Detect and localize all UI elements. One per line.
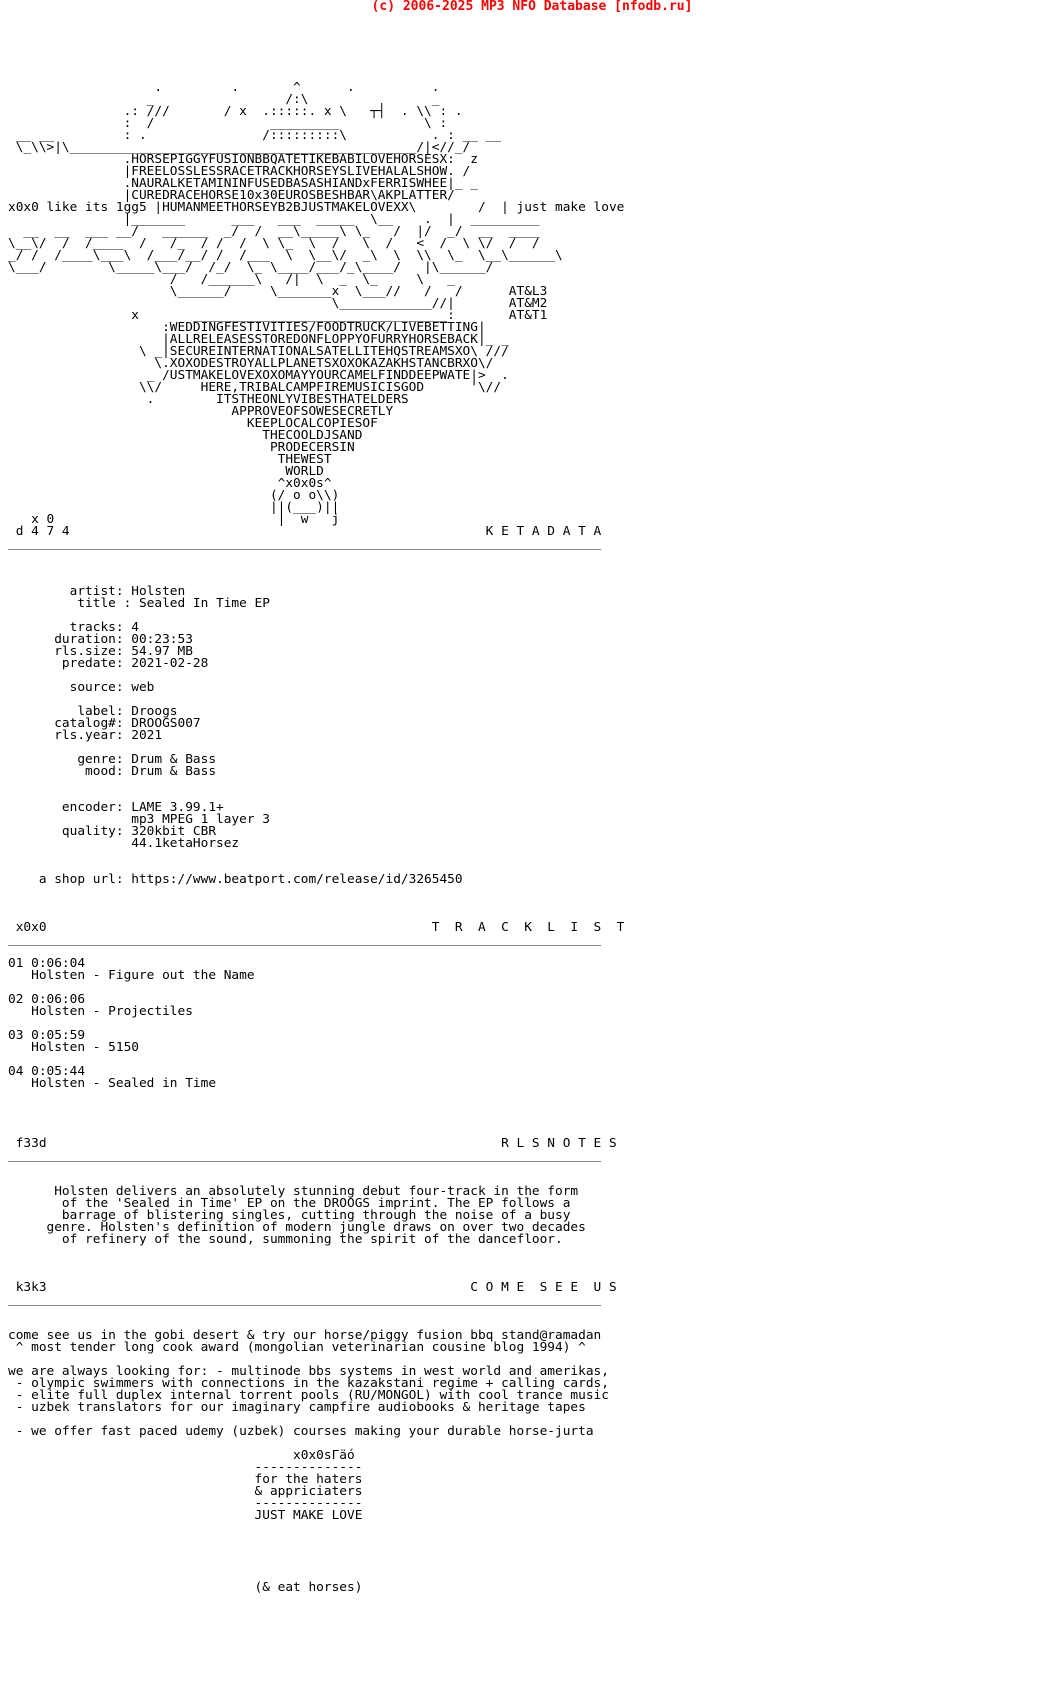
copyright-notice: (c) 2006-2025 MP3 NFO Database [nfodb.ru]: [371, 0, 693, 14]
nfo-text: . . ^ . . _ /:\ _ .: /// / x .:::::. x \ ┬┤ . \\ : . : / _________ \ : __ __ : . /:::::::::\ . : __ __ \_\\>|\_____________________________________________/|<//_/ .HORSEPIGGYFUSIONBBQATETIKEBABILOVEHORSESX: z |FREELOSSLESSRACETRACKHORSEYSLIVEHALALSHOW. / .NAURALKETAMININFUSEDBASASHIANDxFERRISWHEE|_ _ |CUREDRACEHORSE10x30EUROSBESHBAR\AKPLATTER/ x0x0 like its 1gg5 |HUMANMEETHORSEYB2BJUSTMAKELOVEXX\ / | just make love |_______ ___ ___ _____ \__ . | _________ __ __ ___ __/ ______ _/ / __\_____\ \_ / |/ _/ __ ____ \__\/ / /____ / /_ / / / \ \_ \ / \ / < / \ \/ / / _/ / /____\___\ /___/__/ / /___ \ \__\/ _\ \ \\ \_ \__\______\ \___/ \_____\___/ /_/ \_ \____/___/_\____/ |\______/ / /______\ /| \ _ \_ \ _ \______/ \_______x \___// / / AT&L3 \____________//| AT&M2 x _________________________________: AT&T1 :WEDDINGFESTIVITIES/FOODTRUCK/LIVEBETTING| |ALLRELEASESSTOREDONFLOPPYOFURRYHORSEBACK|_ _ \ _|SECUREINTERNATIONALSATELLITEHQSTREAMSXO\ /// \.XOXODESTROYALLPLANETSXOXOKAZAKHSTANCBRXO\/ _ /USTMAKELOVEXOXOMAYYOURCAMELFINDDEEPWATE|> . \\/ HERE,TRIBALCAMPFIREMUSICISGOD '\// . ITSTHEONLYVIBESTHATELDERS APPROVEOFSOWESECRETLY KEEPLOCALCOPIESOF THECOOLDJSAND PRODECERSIN THEWEST WORLD ^x0x0s^ (/ o o\\) ||(___)|| x 0 | w j d 4 7 4 K E T A D A T A _____________________________________________________________________________ artist: Holsten title : Sealed In Time EP tracks: 4 duration: 00:23:53 rls.size: 54.97 MB predate: 2021-02-28 source: web label: Droogs catalog#: DROOGS007 rls.year: 2021 genre: Drum & Bass mood: Drum & Bass encoder: LAME 3.99.1+ mp3 MPEG 1 layer 3 quality: 320kbit CBR 44.1ketaHorsez a shop url: https://www.beatport.com/release/id/3265450 x0x0 T R A C K L I S T _____________________________________________________________________________ 01 0:06:04 Holsten - Figure out the Name 02 0:06:06 Holsten - Projectiles 03 0:05:59 Holsten - 5150 04 0:05:44 Holsten - Sealed in Time f33d R L S N O T E S _____________________________________________________________________________ Holsten delivers an absolutely stunning debut four-track in the form of the 'Sealed in Time' EP on the DROOGS imprint. The EP follows a barrage of blistering singles, cutting through the noise of a busy genre. Holsten's definition of modern jungle draws on over two decades of refinery of the sound, summoning the spirit of the dancefloor. k3k3 C O M E S E E U S _____________________________________________________________________________ come see us in the gobi desert & try our horse/piggy fusion bbq stand@ramadan ^ most tender long cook award (mongolian veterinarian cousine blog 1994) ^ we are always looking for: - multinode bbs systems in west world and amerikas, - olympic swimmers with connections in the kazakstani regime + calling cards, - elite full duplex internal torrent pools (RU/MONGOL) with cool trance music - uzbek translators for our imaginary campfire audiobooks & heritage tapes - we offer fast paced udemy (uzbek) courses making your durable horse-jurta x0x0sГäó -------------- for the haters & appriciaters -------------- JUST MAKE LOVE (& eat horses): [8, 80, 625, 1595]
